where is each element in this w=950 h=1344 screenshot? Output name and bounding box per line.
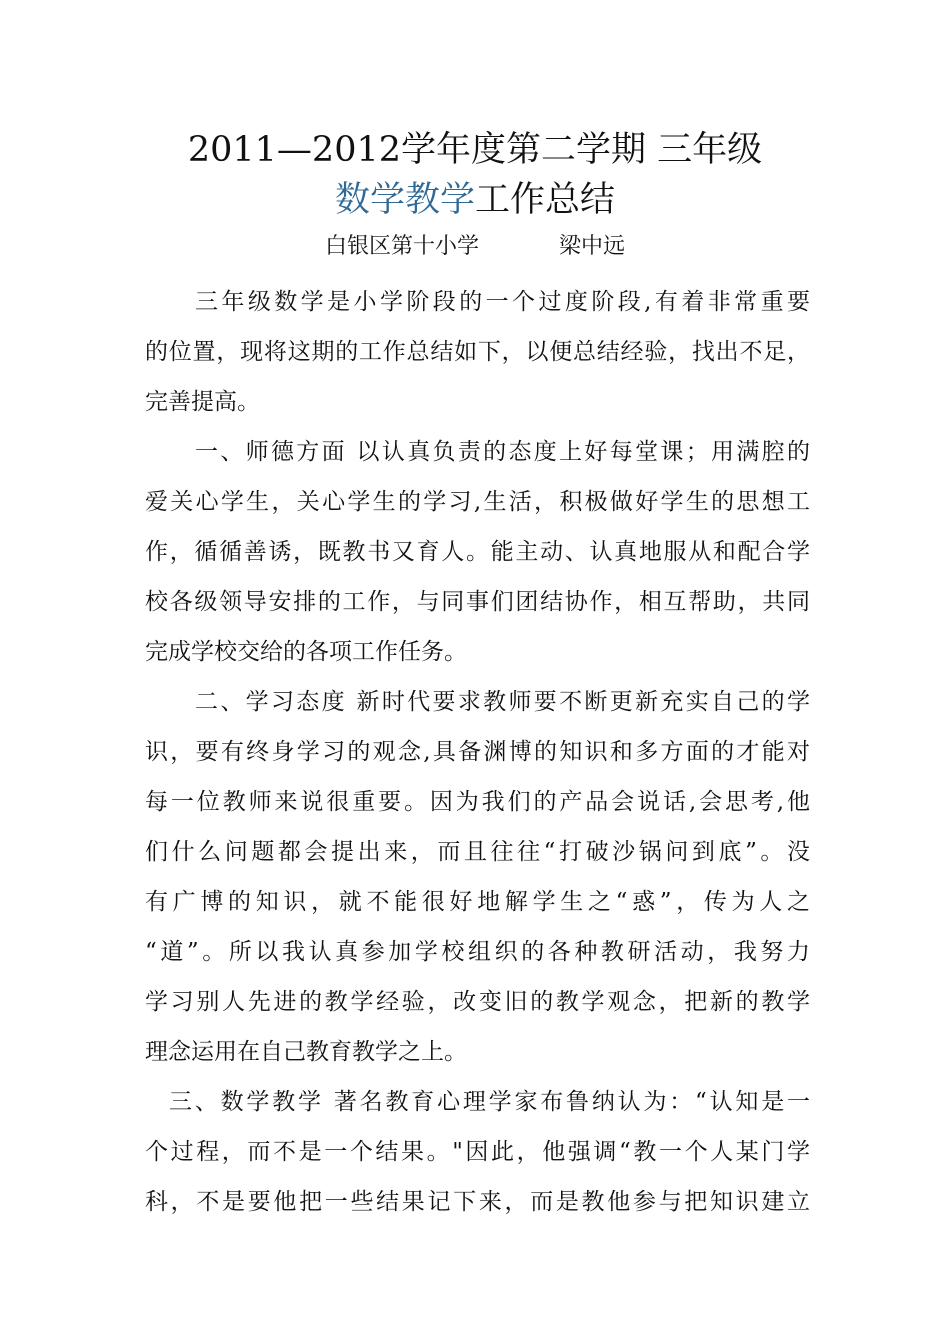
text-line: 学习别人先进的教学经验，改变旧的教学观念，把新的教学 bbox=[145, 989, 810, 1015]
text-line: 理念运用在自己教育教学之上。 bbox=[145, 1039, 467, 1065]
text-line: 个过程，而不是一个结果。"因此，他强调“教一个人某门学 bbox=[145, 1139, 810, 1165]
author-name: 梁中远 bbox=[559, 234, 626, 259]
text-line: 科，不是要他把一些结果记下来，而是教他参与把知识建立 bbox=[145, 1189, 810, 1215]
text-line: 爱关心学生，关心学生的学习,生活，积极做好学生的思想工 bbox=[145, 489, 810, 515]
text-line: 识，要有终身学习的观念,具备渊博的知识和多方面的才能对 bbox=[145, 739, 810, 765]
text-line: 校各级领导安排的工作，与同事们团结协作，相互帮助，共同 bbox=[145, 589, 810, 615]
title-line-1: 2011—2012学年度第二学期 三年级 bbox=[187, 130, 763, 170]
text-line: 三、数学教学 著名教育心理学家布鲁纳认为：“认知是一 bbox=[169, 1089, 810, 1115]
title-rest-text: 工作总结 bbox=[475, 180, 616, 220]
school-name: 白银区第十小学 bbox=[324, 234, 479, 259]
body-text bbox=[145, 277, 810, 1227]
title-line-2 bbox=[0, 178, 950, 222]
text-line: 每一位教师来说很重要。因为我们的产品会说话,会思考,他 bbox=[145, 789, 810, 815]
text-line: 完成学校交给的各项工作任务。 bbox=[145, 639, 467, 665]
text-line: “道”。所以我认真参加学校组织的各种教研活动，我努力 bbox=[145, 939, 810, 965]
title-accent-text: 数学教学 bbox=[334, 180, 475, 220]
text-line: 完善提高。 bbox=[145, 389, 260, 415]
text-line: 有广博的知识，就不能很好地解学生之“惑”，传为人之 bbox=[145, 889, 810, 915]
text-line: 作，循循善诱，既教书又育人。能主动、认真地服从和配合学 bbox=[145, 539, 810, 565]
byline bbox=[0, 232, 950, 262]
text-line: 三年级数学是小学阶段的一个过度阶段,有着非常重要 bbox=[195, 289, 810, 315]
text-line: 二、学习态度 新时代要求教师要不断更新充实自己的学 bbox=[195, 689, 810, 715]
text-line: 们什么问题都会提出来，而且往往“打破沙锅问到底”。没 bbox=[145, 839, 810, 865]
text-line: 的位置，现将这期的工作总结如下，以便总结经验，找出不足， bbox=[145, 339, 810, 365]
text-line: 一、师德方面 以认真负责的态度上好每堂课；用满腔的 bbox=[195, 439, 810, 465]
